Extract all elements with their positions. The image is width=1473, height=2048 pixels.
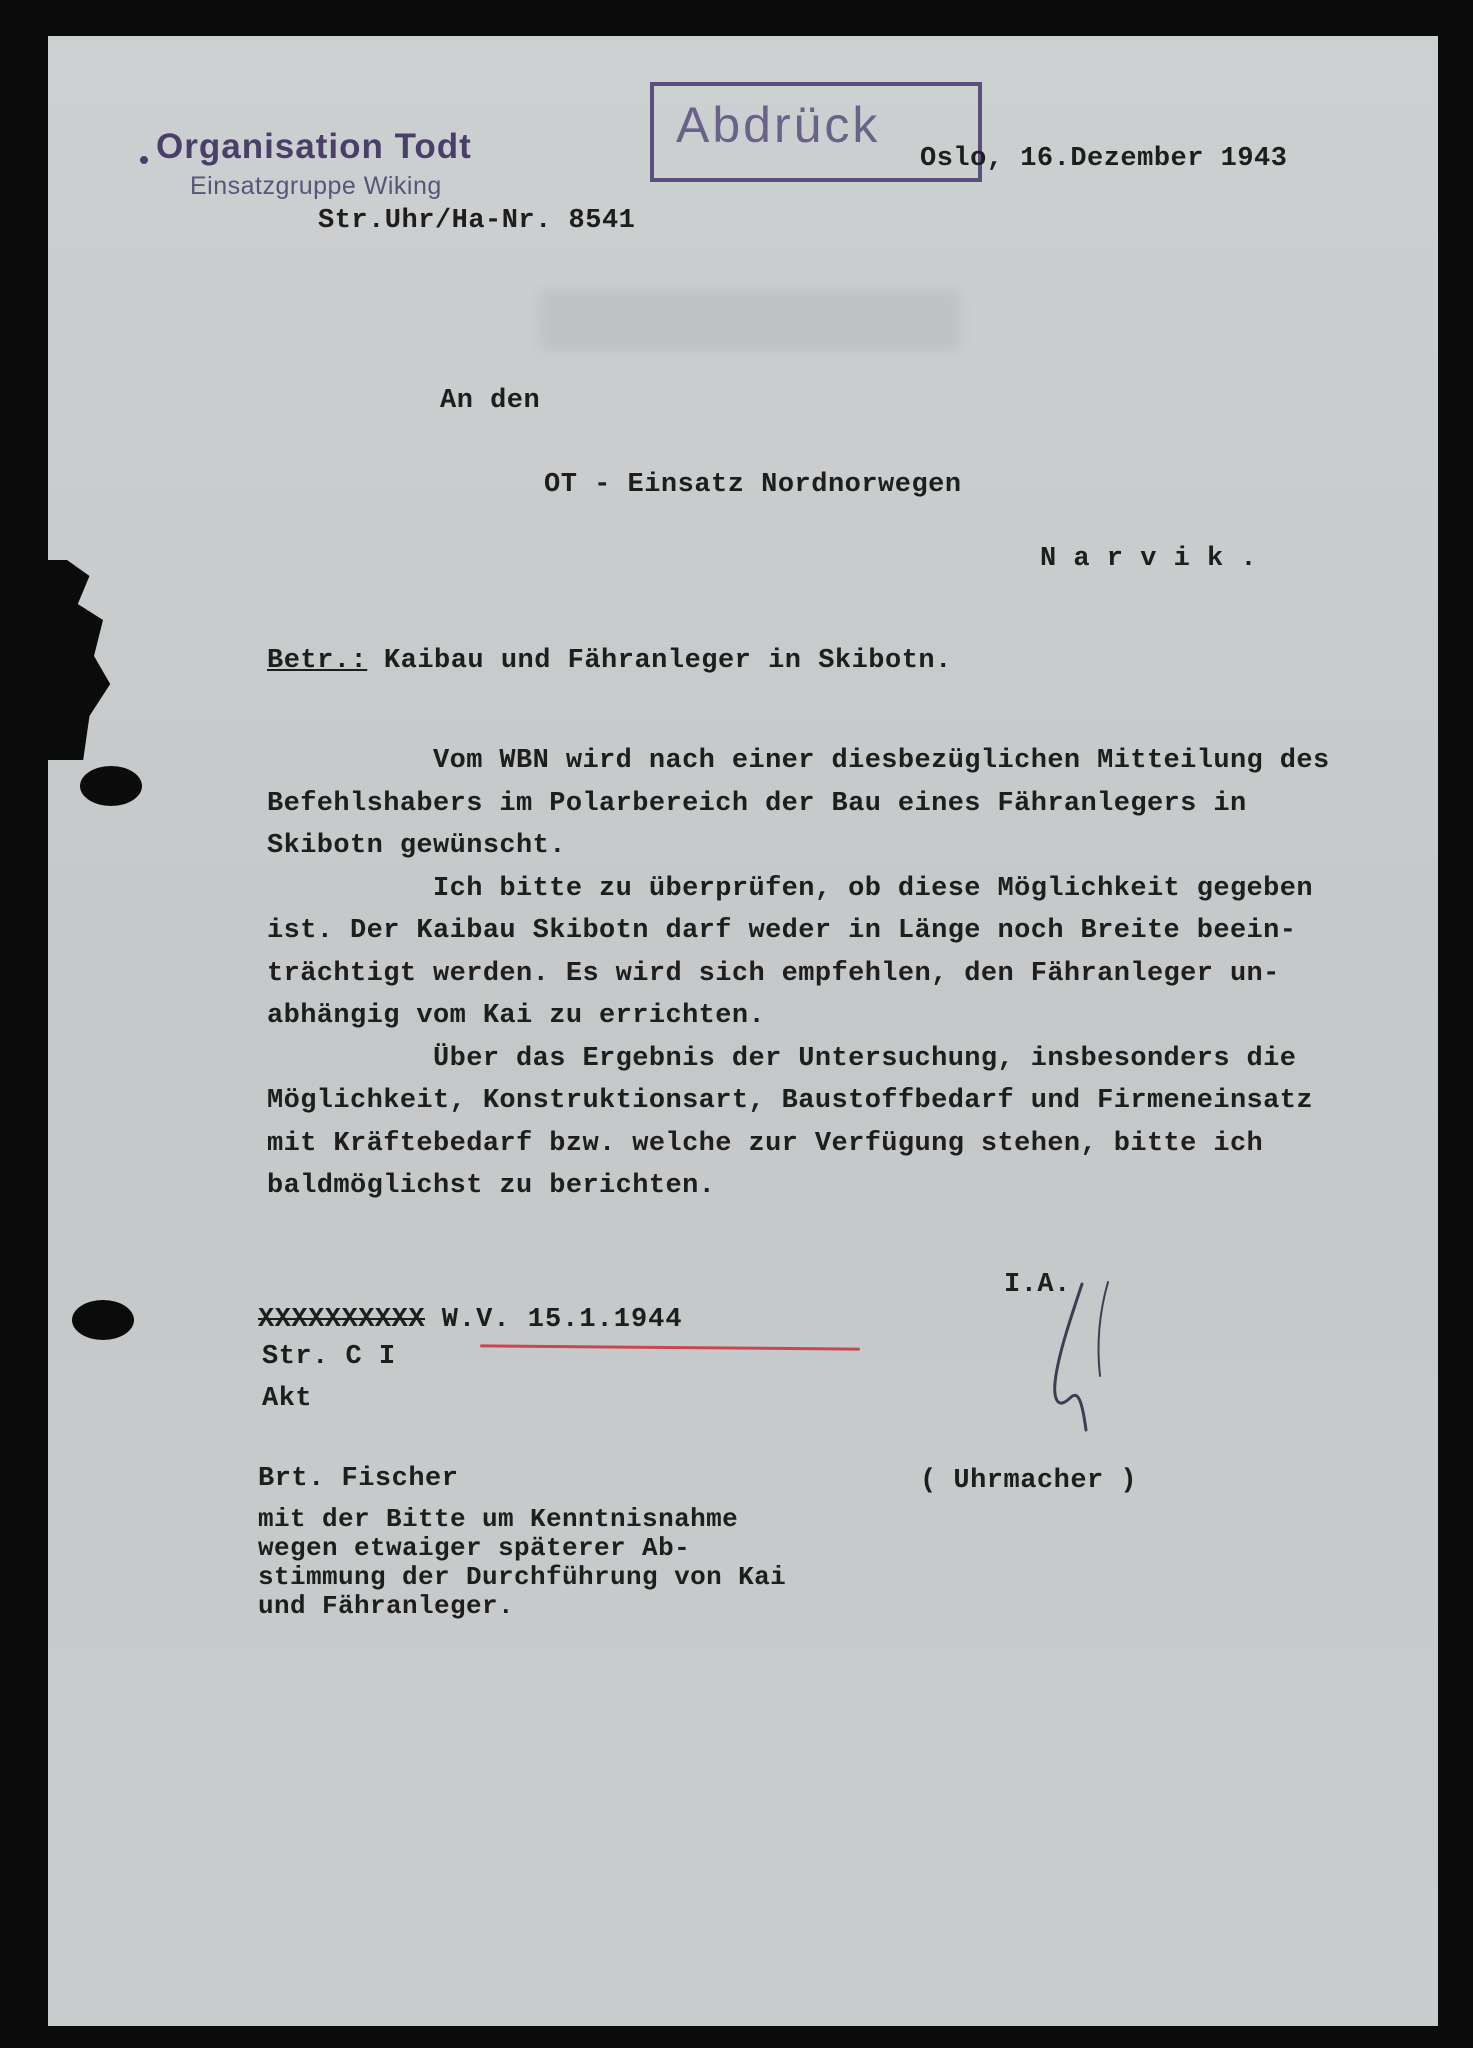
note-line: stimmung der Durchführung von Kai xyxy=(258,1562,787,1592)
note-recipient: Brt. Fischer xyxy=(258,1464,459,1494)
reference-number: Str.Uhr/Ha-Nr. 8541 xyxy=(318,206,636,236)
subject-line xyxy=(267,646,952,676)
struck-text: XXXXXXXXXX xyxy=(258,1305,426,1335)
body-line: ist. Der Kaibau Skibotn darf weder in Länge noch Breite beein- xyxy=(267,916,1297,946)
recipient-name: OT - Einsatz Nordnorwegen xyxy=(544,470,962,500)
distribution-line xyxy=(258,1305,683,1335)
note-line: und Fähranleger. xyxy=(258,1591,515,1621)
letter-body xyxy=(267,740,1387,1208)
body-line: trächtigt werden. Es wird sich empfehlen, den Fähranleger un- xyxy=(267,958,1280,989)
distribution-item: Akt xyxy=(262,1384,313,1414)
signoff-ia: I.A. xyxy=(1004,1270,1071,1300)
body-line: Skibotn gewünscht. xyxy=(267,831,566,861)
punch-hole-bottom xyxy=(72,1300,134,1340)
recipient-city: N a r v i k . xyxy=(1040,544,1258,574)
body-line: baldmöglichst zu berichten. xyxy=(267,1171,716,1201)
body-line: abhängig vom Kai zu errichten. xyxy=(267,1001,766,1031)
body-line: Vom WBN wird nach einer diesbezüglichen Mitteilung des xyxy=(267,746,1330,776)
body-line: Über das Ergebnis der Untersuchung, insbesonders die xyxy=(267,1043,1297,1074)
body-line: mit Kräftebedarf bzw. welche zur Verfügung stehen, bitte ich xyxy=(267,1128,1264,1159)
note-line: mit der Bitte um Kenntnisnahme xyxy=(258,1504,739,1534)
distribution-item: Str. C I xyxy=(262,1342,396,1372)
recipient-salutation: An den xyxy=(440,386,541,416)
signoff-name: ( Uhrmacher ) xyxy=(920,1466,1138,1496)
handwritten-signature xyxy=(1020,1280,1130,1450)
letterhead-organisation: Organisation Todt xyxy=(156,127,472,166)
ink-smudge xyxy=(540,290,960,350)
note-line: wegen etwaiger späterer Ab- xyxy=(258,1533,691,1563)
copy-stamp-text: Abdrück xyxy=(676,97,881,153)
letterhead-group: Einsatzgruppe Wiking xyxy=(190,172,442,200)
subject-label: Betr.: xyxy=(267,646,368,676)
body-line: Ich bitte zu überprüfen, ob diese Möglichkeit gegeben xyxy=(267,873,1313,904)
body-line: Möglichkeit, Konstruktionsart, Baustoffbedarf und Firmeneinsatz xyxy=(267,1086,1313,1116)
letterhead-mark xyxy=(140,156,148,164)
note-body xyxy=(258,1505,958,1621)
body-line: Befehlshabers im Polarbereich der Bau eines Fähranlegers in xyxy=(267,788,1247,819)
followup-date: W.V. 15.1.1944 xyxy=(441,1305,683,1335)
punch-hole-top xyxy=(80,766,142,806)
subject-text: Kaibau und Fähranleger in Skibotn. xyxy=(383,646,952,676)
date-line: Oslo, 16.Dezember 1943 xyxy=(920,144,1288,174)
